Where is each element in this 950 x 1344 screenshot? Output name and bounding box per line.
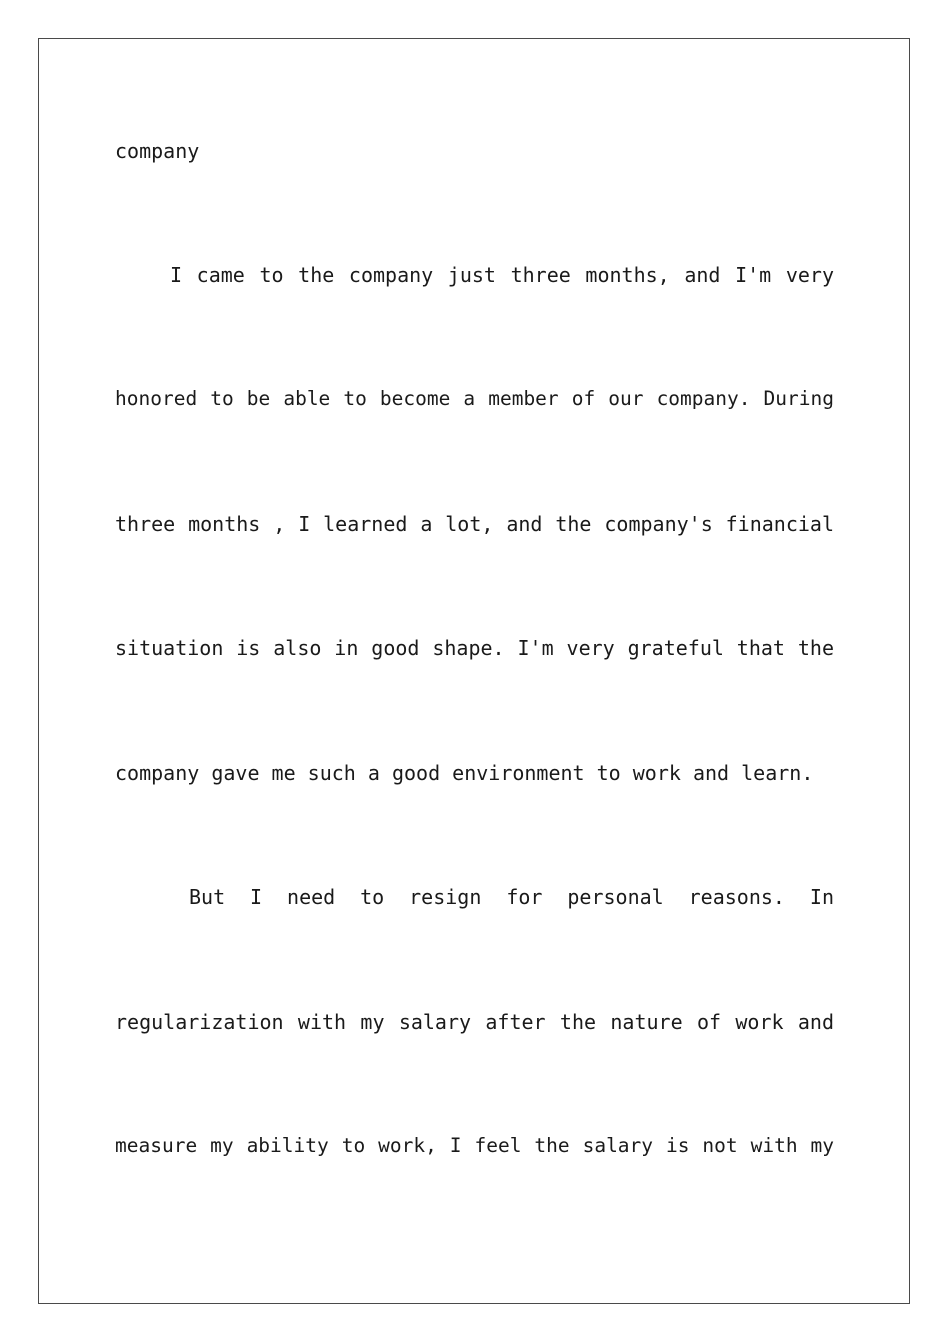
text-line-8: regularization with my salary after the nature of work and [115,1010,834,1034]
text-line-2: I came to the company just three months, and I'm very [170,263,834,287]
text-line-1: company [115,139,200,163]
text-line-3: honored to be able to become a member of our company. During [115,387,834,410]
text-line-5: situation is also in good shape. I'm very grateful that the [115,636,834,660]
text-line-9: measure my ability to work, I feel the salary is not with my [115,1134,834,1157]
page-frame [38,38,910,1304]
text-line-4: three months , I learned a lot, and the company's financial [115,512,834,536]
text-line-6: company gave me such a good environment to work and learn. [115,761,814,785]
text-line-7: But I need to resign for personal reasons. In [189,885,834,909]
